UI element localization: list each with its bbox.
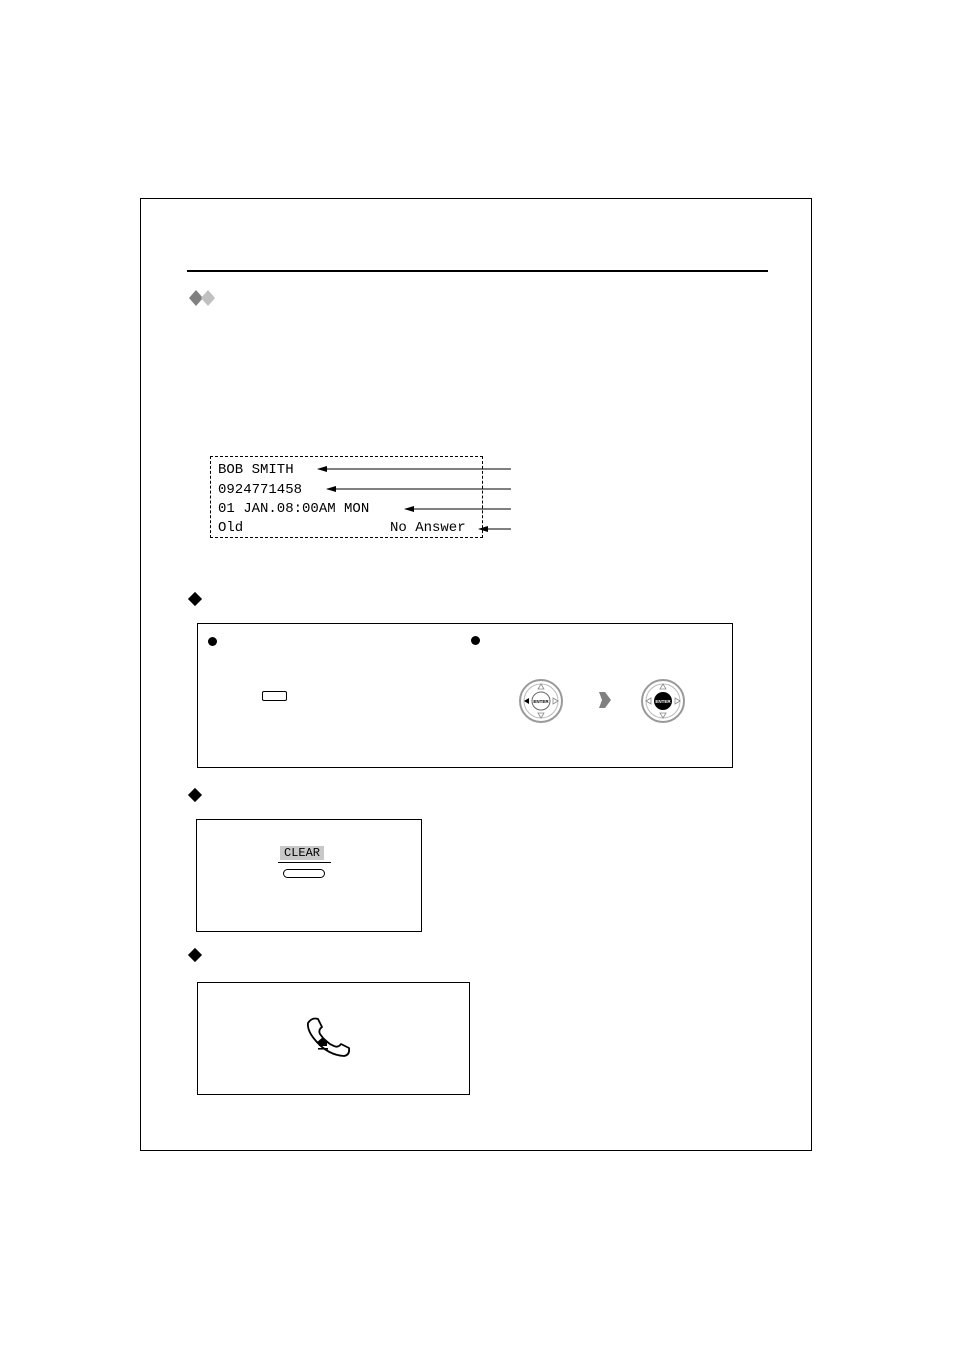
callout-arrows [0, 0, 954, 600]
bullet-dot-icon [471, 636, 480, 645]
lcd-line-status-left: Old [218, 520, 244, 536]
clear-key-label: CLEAR [280, 846, 324, 860]
clear-key-underline [278, 862, 331, 863]
lcd-line-number: 0924771458 [218, 482, 303, 498]
lcd-line-name: BOB SMITH [218, 462, 294, 478]
handset-onhook-icon [304, 1015, 352, 1057]
soft-key-icon [262, 691, 287, 701]
nav-key-left-icon [519, 679, 564, 724]
svg-text:ENTER: ENTER [533, 699, 549, 704]
nav-key-enter-icon [641, 679, 686, 724]
clear-key-icon [283, 869, 325, 878]
bullet-dot-icon [208, 637, 217, 646]
next-arrow-icon [598, 690, 612, 710]
svg-text:ENTER: ENTER [655, 699, 671, 704]
lcd-line-datetime: 01 JAN.08:00AM MON [218, 501, 370, 517]
lcd-line-status-right: No Answer [390, 520, 466, 536]
